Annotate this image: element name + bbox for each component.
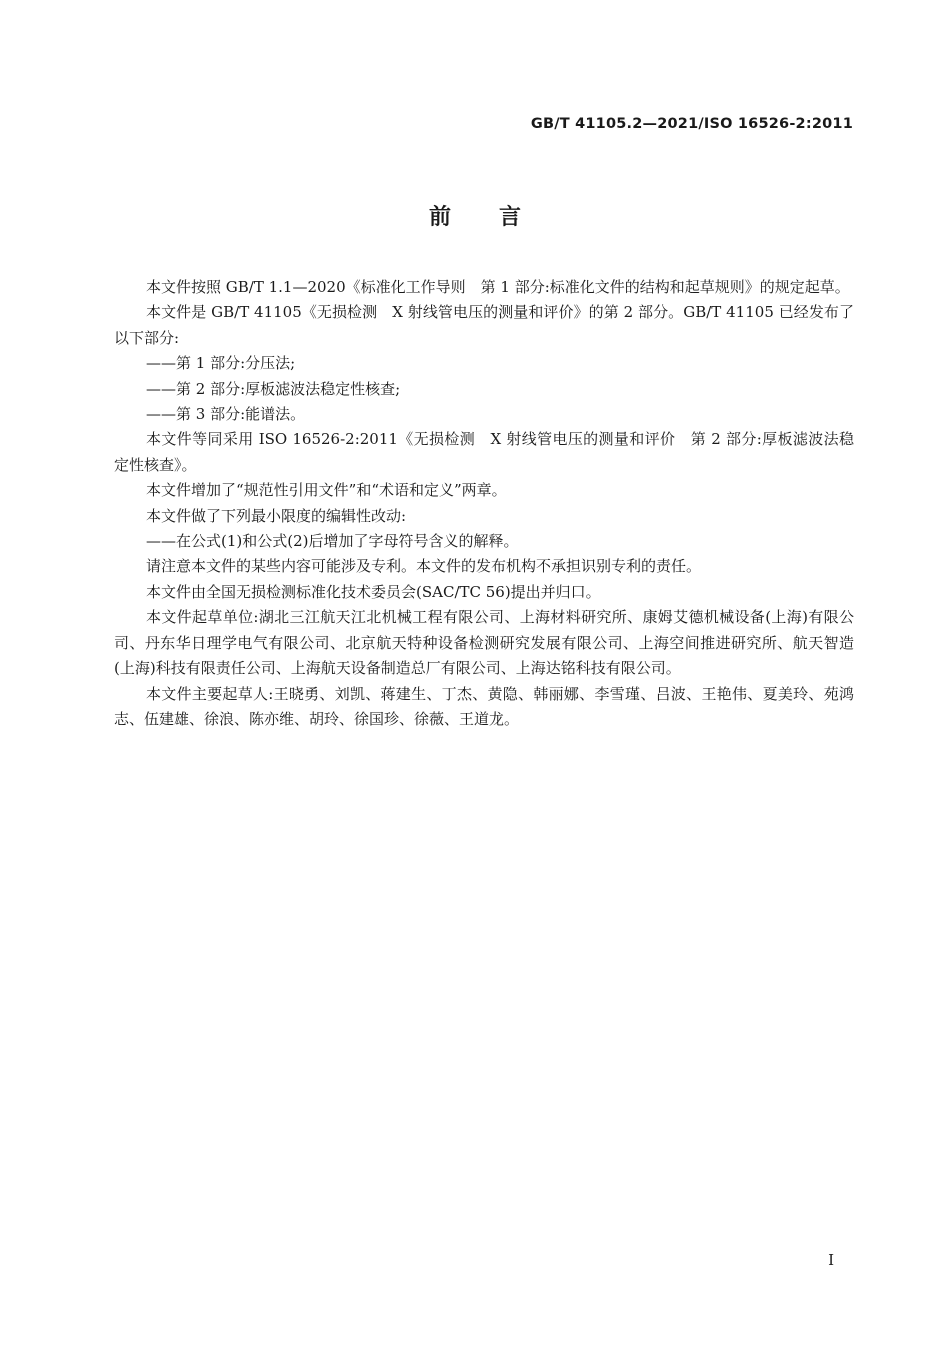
list-item-part-3: ——第 3 部分:能谱法。 (146, 405, 306, 424)
paragraph-drafting-rules: 本文件按照 GB/T 1.1—2020《标准化工作导则 第 1 部分:标准化文件的结构和起草规则》的规定起草。 (146, 278, 850, 296)
page-number: I (828, 1251, 834, 1269)
paragraph-drafters: 本文件主要起草人:王晓勇、刘凯、蒋建生、丁杰、黄隐、韩丽娜、李雪瑾、吕波、王艳伟、夏美玲、苑鸿志、伍建雄、徐浪、陈亦维、胡玲、徐国珍、徐薇、王道龙。 (114, 684, 854, 728)
list-item-formula-change: ——在公式(1)和公式(2)后增加了字母符号含义的解释。 (146, 532, 519, 551)
paragraph-drafting-units: 本文件起草单位:湖北三江航天江北机械工程有限公司、上海材料研究所、康姆艾德机械设备(上海)有限公司、丹东华日理学电气有限公司、北京航天特种设备检测研究发展有限公司、上海空间推进研究所、航天智造(上海)科技有限责任公司、上海航天设备制造总厂有限公司、上海达铭科技有限公司。 (114, 608, 854, 678)
paragraph-series-parts: 本文件是 GB/T 41105《无损检测 X 射线管电压的测量和评价》的第 2 部分。GB/T 41105 已经发布了以下部分: (114, 303, 854, 347)
paragraph-patent-notice: 请注意本文件的某些内容可能涉及专利。本文件的发布机构不承担识别专利的责任。 (146, 557, 702, 576)
foreword-body (114, 275, 854, 732)
paragraph-committee: 本文件由全国无损检测标准化技术委员会(SAC/TC 56)提出并归口。 (146, 582, 601, 601)
page-title: 前言 (428, 205, 569, 230)
paragraph-added-chapters: 本文件增加了“规范性引用文件”和“术语和定义”两章。 (146, 481, 507, 500)
paragraph-iso-adoption: 本文件等同采用 ISO 16526-2:2011《无损检测 X 射线管电压的测量和评价 第 2 部分:厚板滤波法稳定性核查》。 (114, 430, 854, 474)
paragraph-editorial-changes: 本文件做了下列最小限度的编辑性改动: (146, 506, 407, 525)
standard-code-header: GB/T 41105.2—2021/ISO 16526-2:2011 (530, 116, 853, 132)
list-item-part-2: ——第 2 部分:厚板滤波法稳定性核查; (146, 379, 401, 398)
list-item-part-1: ——第 1 部分:分压法; (146, 354, 296, 373)
